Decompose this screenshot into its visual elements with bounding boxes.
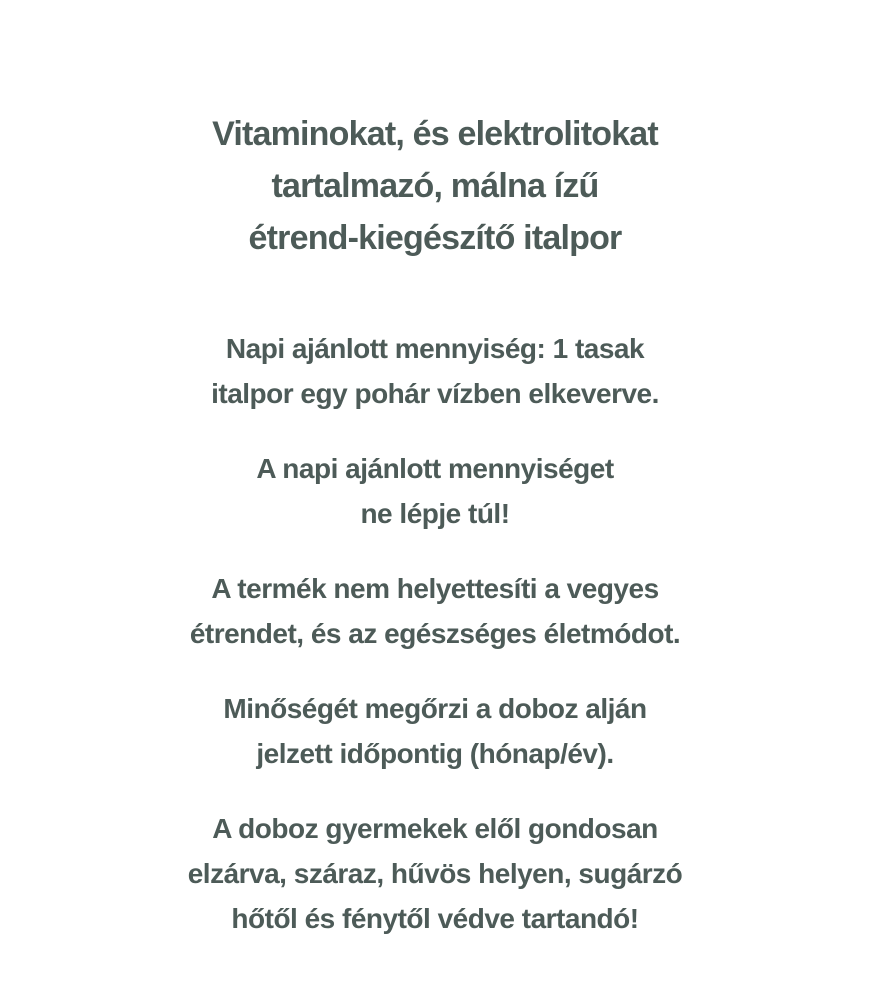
paragraph-line: Napi ajánlott mennyiség: 1 tasak [225,333,645,364]
paragraph-line: elzárva, száraz, hűvös helyen, sugárzó [187,858,683,889]
product-title-line: étrend-kiegészítő italpor [248,219,622,257]
paragraph-line: A doboz gyermekek elől gondosan [212,813,658,844]
paragraph-line: A termék nem helyettesíti a vegyes [211,573,659,604]
paragraph-best-before [75,686,795,776]
paragraph-daily-dose [75,326,795,416]
paragraph-line: Minőségét megőrzi a doboz alján [223,693,647,724]
paragraph-line: A napi ajánlott mennyiséget [256,453,614,484]
paragraph-line: italpor egy pohár vízben elkeverve. [211,378,659,409]
paragraph-storage-instructions [75,806,795,941]
paragraph-line: jelzett időpontig (hónap/év). [256,738,614,769]
product-title [85,108,785,264]
product-title-line: Vitaminokat, és elektrolitokat [212,115,658,153]
product-title-line: tartalmazó, málna ízű [271,167,599,205]
paragraph-line: hőtől és fénytől védve tartandó! [231,903,639,934]
paragraph-line: ne lépje túl! [360,498,510,529]
paragraph-line: étrendet, és az egészséges életmódot. [189,618,681,649]
paragraph-dose-warning [75,446,795,536]
paragraph-diet-disclaimer [75,566,795,656]
